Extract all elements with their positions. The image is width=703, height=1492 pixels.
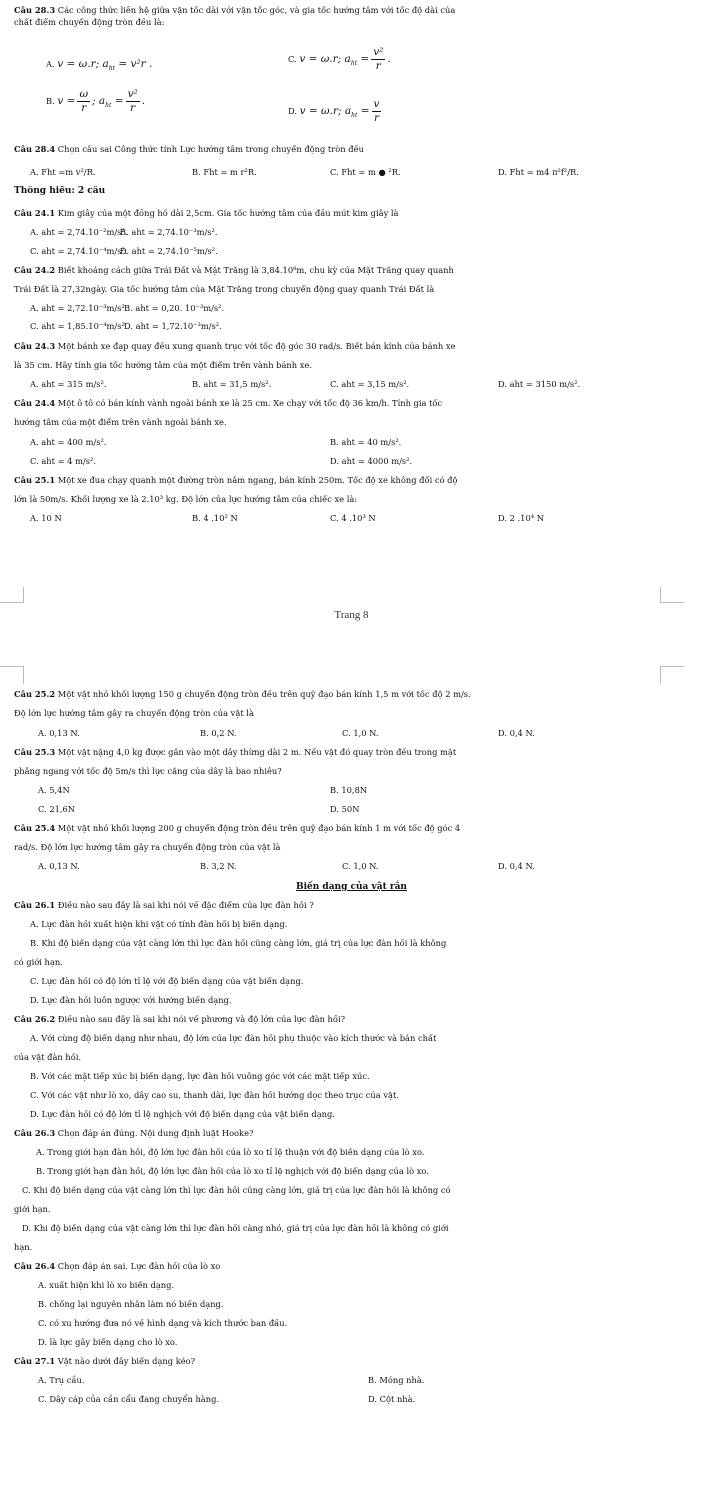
option-d: D. 2 .10⁴ N (498, 513, 544, 523)
option-d-cont: hạn. (14, 1243, 33, 1252)
question-number: Câu 28.3 (14, 6, 56, 15)
question-text-cont: hướng tâm của một điểm trên vành ngoài bánh xe. (14, 418, 227, 427)
question-number: Câu 28.4 (14, 145, 56, 154)
question-25-1: Câu 25.1 Một xe đua chạy quanh một đường tròn nằm ngang, bán kính 250m. Tốc độ xe không đổi có độ (14, 476, 458, 485)
question-text-cont: rad/s. Độ lớn lực hướng tâm gây ra chuyển động tròn của vật là (14, 843, 281, 852)
option-a: A. v = ω.r; $a_{ht} = v^2r$ . (46, 58, 153, 73)
option-a: A. xuất hiện khi lò xo biến dạng. (38, 1281, 175, 1290)
option-d: D. aht = 4000 m/s². (330, 456, 413, 466)
question-24-2: Câu 24.2 Biết khoảng cách giữa Trái Đất và Mặt Trăng là 3,84.10⁸m, chu kỳ của Mặt Trăng quay quanh (14, 266, 454, 275)
question-number: Câu 25.1 (14, 476, 56, 485)
question-text-cont: phẳng ngang với tốc độ 5m/s thì lực căng của dây là bao nhiêu? (14, 767, 282, 776)
question-26-2: Câu 26.2 Điều nào sau đây là sai khi nói về phương và độ lớn của lực đàn hồi? (14, 1015, 346, 1024)
option-a: A. Trong giới hạn đàn hồi, độ lớn lực đàn hồi của lò xo tỉ lệ thuận với độ biến dạng của lò xo. (36, 1148, 425, 1157)
option-b: B. aht = 0,20. 10⁻³m/s². (124, 303, 225, 313)
question-text-cont: lớn là 50m/s. Khối lượng xe là 2.10³ kg. Độ lớn của lực hướng tâm của chiếc xe là: (14, 495, 358, 504)
question-24-4: Câu 24.4 Một ô tô có bán kính vành ngoài bánh xe là 25 cm. Xe chạy với tốc độ 36 km/h. Tính gia tốc (14, 399, 443, 408)
formula: v = $\frac{\omega}{r}$ ; $a_{ht}$ = $\frac{\text{v²}}{r}$ . (57, 88, 146, 114)
option-d: D. Khi độ biến dạng của vật càng lớn thì lực đàn hồi càng nhỏ, giá trị của lực đàn hồi là không có giới (22, 1224, 449, 1233)
question-text-cont: là 35 cm. Hãy tính gia tốc hướng tâm của một điểm trên vành bánh xe. (14, 361, 312, 370)
option-a: A. 0,13 N. (38, 728, 80, 738)
question-number: Câu 25.2 (14, 690, 56, 699)
question-24-1: Câu 24.1 Kim giây của một đồng hồ dài 2,5cm. Gia tốc hướng tâm của đầu mút kim giây là (14, 209, 399, 218)
question-number: Câu 24.3 (14, 342, 56, 351)
crop-mark (0, 587, 24, 603)
option-a: A. Trụ cầu. (38, 1375, 85, 1385)
page-number: Trang 8 (334, 609, 369, 621)
option-c: C. Khi độ biến dạng của vật càng lớn thì lực đàn hồi cũng càng lớn, giá trị của lực đàn hồi là không có (22, 1186, 451, 1195)
option-b: B. v = $\frac{\omega}{r}$ ; $a_{ht}$ = $\frac{\text{v²}}{r}$ . (46, 88, 146, 114)
option-b: B. 0,2 N. (200, 728, 237, 738)
option-d: D. v = ω.r; $a_{ht}$ = $\frac{v}{r}$ (288, 98, 383, 124)
question-text-cont: chất điểm chuyển động tròn đều là: (14, 18, 165, 27)
option-c: C. 1,0 N. (342, 861, 379, 871)
question-28-3: Câu 28.3 Các công thức liên hệ giữa vận tốc dài với vận tốc góc, và gia tốc hướng tâm với tốc độ dài của (14, 6, 456, 15)
question-number: Câu 25.4 (14, 824, 56, 833)
option-b: B. aht = 2,74.10⁻³m/s². (120, 227, 218, 237)
option-c: C. 4 .10³ N (330, 513, 376, 523)
question-number: Câu 26.2 (14, 1015, 56, 1024)
option-c: C. aht = 4 m/s². (30, 456, 96, 466)
option-a: A. Lực đàn hồi xuất hiện khi vật có tính đàn hồi bị biến dạng. (30, 920, 288, 929)
option-c: C. Lực đàn hồi có độ lớn tỉ lệ với độ biến dạng của vật biến dạng. (30, 977, 304, 986)
option-c-cont: giới hạn. (14, 1205, 51, 1214)
option-d: D. 50N (330, 804, 360, 814)
option-b: B. Fht = m r²R. (192, 167, 257, 177)
option-b: B. Trong giới hạn đàn hồi, độ lớn lực đàn hồi của lò xo tỉ lệ nghịch với độ biến dạng của lò xo. (36, 1167, 429, 1176)
option-c: C. aht = 3,15 m/s². (330, 379, 410, 389)
option-a: A. aht = 400 m/s². (30, 437, 107, 447)
option-d: D. 0,4 N. (498, 728, 535, 738)
option-a: A. aht = 2,74.10⁻²m/s². (30, 227, 128, 237)
section-heading: Biến dạng của vật rắn (296, 882, 407, 892)
question-28-4: Câu 28.4 Chọn câu sai Công thức tính Lực hướng tâm trong chuyển động tròn đều (14, 145, 364, 154)
question-26-3: Câu 26.3 Chọn đáp án đúng. Nội dung định luật Hooke? (14, 1129, 254, 1138)
option-a: A. 10 N (30, 513, 62, 523)
question-number: Câu 24.4 (14, 399, 56, 408)
option-d: D. Lực đàn hồi có độ lớn tỉ lệ nghịch với độ biến dạng của vật biến dạng. (30, 1110, 335, 1119)
option-c: C. Với các vật như lò xo, dây cao su, thanh dài, lực đàn hồi hướng dọc theo trục của vật. (30, 1091, 399, 1100)
option-a: A. aht = 2,72.10⁻³m/s². (30, 303, 128, 313)
option-b: B. 4 .10² N (192, 513, 238, 523)
crop-mark (660, 587, 684, 603)
question-number: Câu 26.4 (14, 1262, 56, 1271)
option-b: B. 3,2 N. (200, 861, 237, 871)
option-b: B. 10,8N (330, 785, 368, 795)
option-b: B. Với các mặt tiếp xúc bị biến dạng, lực đàn hồi vuông góc với các mặt tiếp xúc. (30, 1072, 370, 1081)
option-d: D. Cột nhà. (368, 1394, 416, 1404)
option-b: B. chống lại nguyên nhân làm nó biến dạng. (38, 1300, 224, 1309)
question-27-1: Câu 27.1 Vật nào dưới đây biến dạng kéo? (14, 1357, 196, 1366)
crop-mark (660, 666, 684, 684)
question-number: Câu 25.3 (14, 748, 56, 757)
option-b: B. Khi độ biến dạng của vật càng lớn thì lực đàn hồi cũng càng lớn, giá trị của lực đàn hồi là không (30, 939, 447, 948)
option-c: C. v = ω.r; $a_{ht}$ = $\frac{\text{v²}}{r}$ . (288, 46, 391, 72)
option-c: C. aht = 2,74.10⁻⁴m/s². (30, 246, 128, 256)
option-c: C. Dây cáp của cần cẩu đang chuyển hàng. (38, 1394, 220, 1404)
option-d: D. Lực đàn hồi luôn ngược với hướng biến dạng. (30, 996, 232, 1005)
question-25-2: Câu 25.2 Một vật nhỏ khối lượng 150 g chuyển động tròn đều trên quỹ đạo bán kính 1,5 m với tốc độ 2 m/s. (14, 690, 471, 699)
formula: v = ω.r; $a_{ht}$ = $\frac{v}{r}$ (299, 98, 380, 124)
option-b: B. aht = 31,5 m/s². (192, 379, 272, 389)
option-a: A. Với cùng độ biến dạng như nhau, độ lớn của lực đàn hồi phụ thuộc vào kích thước và bản chất (30, 1034, 437, 1043)
option-a: A. 5,4N (38, 785, 70, 795)
option-d: D. Fht = m4 π²f²/R. (498, 167, 579, 177)
option-d: D. là lực gây biến dạng cho lò xo. (38, 1338, 178, 1347)
option-a: A. Fht =m v²/R. (30, 167, 96, 177)
question-number: Câu 26.3 (14, 1129, 56, 1138)
question-text-cont: Trái Đất là 27,32ngày. Gia tốc hướng tâm của Mặt Trăng trong chuyển động quay quanh Trái Đất là (14, 285, 435, 294)
option-a-cont: của vật đàn hồi. (14, 1053, 82, 1062)
question-number: Câu 24.2 (14, 266, 56, 275)
option-c: C. Fht = m ● ²R. (330, 167, 401, 177)
question-26-4: Câu 26.4 Chọn đáp án sai. Lực đàn hồi của lò xo (14, 1262, 221, 1271)
option-d: D. aht = 2,74.10⁻⁵m/s². (120, 246, 218, 256)
option-b-cont: có giới hạn. (14, 958, 63, 967)
question-number: Câu 27.1 (14, 1357, 56, 1366)
question-25-4: Câu 25.4 Một vật nhỏ khối lượng 200 g chuyển động tròn đều trên quỹ đạo bán kính 1 m với tốc độ góc 4 (14, 824, 461, 833)
question-number: Câu 26.1 (14, 901, 56, 910)
option-b: B. Móng nhà. (368, 1375, 425, 1385)
option-a: A. 0,13 N. (38, 861, 80, 871)
option-c: C. 1,0 N. (342, 728, 379, 738)
option-c: C. 21,6N (38, 804, 76, 814)
option-a: A. aht = 315 m/s². (30, 379, 107, 389)
question-text-cont: Độ lớn lực hướng tâm gây ra chuyển động tròn của vật là (14, 709, 254, 718)
question-26-1: Câu 26.1 Điều nào sau đây là sai khi nói về đặc điểm của lực đàn hồi ? (14, 901, 314, 910)
option-c: C. aht = 1,85.10⁻⁴m/s². (30, 321, 128, 331)
option-d: D. 0,4 N. (498, 861, 535, 871)
question-number: Câu 24.1 (14, 209, 56, 218)
crop-mark (0, 666, 24, 684)
formula: v = ω.r; $a_{ht}$ = $\frac{\text{v²}}{r}$ . (299, 46, 391, 72)
question-25-3: Câu 25.3 Một vật nặng 4,0 kg được gắn vào một dây thừng dài 2 m. Nếu vật đó quay tròn đều trong mặt (14, 748, 457, 757)
option-c: C. có xu hướng đưa nó về hình dạng và kích thước ban đầu. (38, 1319, 288, 1328)
option-b: B. aht = 40 m/s². (330, 437, 402, 447)
option-d: D. aht = 3150 m/s². (498, 379, 581, 389)
question-24-3: Câu 24.3 Một bánh xe đạp quay đều xung quanh trục với tốc độ góc 30 rad/s. Biết bán kính của bánh xe (14, 342, 456, 351)
section-heading: Thông hiểu: 2 câu (14, 186, 106, 196)
formula: v = ω.r; $a_{ht} = v^2r$ . (57, 58, 153, 73)
option-d: D. aht = 1,72.10⁻³m/s². (124, 321, 222, 331)
